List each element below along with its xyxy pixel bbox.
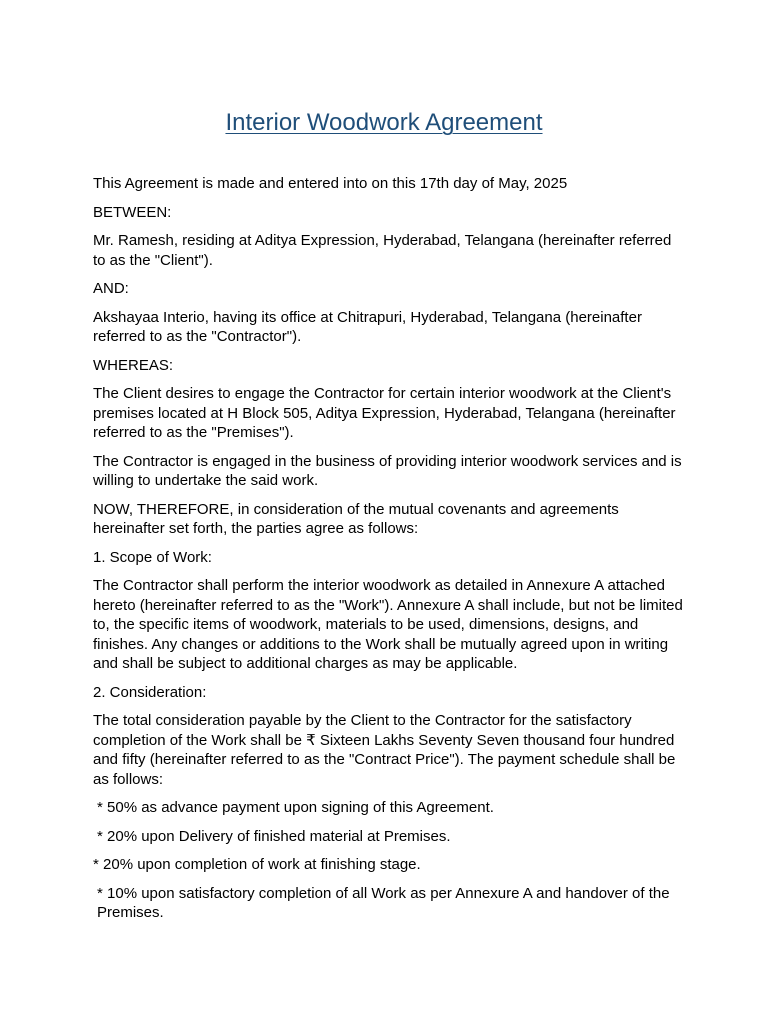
premises-paragraph: The Client desires to engage the Contractor for certain interior woodwork at the Client's premises located at H Block 505, Aditya Expression, Hyderabad, Telangana (hereinafter referred to as the "Premises"). [93,385,676,441]
between-heading: BETWEEN: [93,203,172,221]
whereas-heading: WHEREAS: [93,356,174,374]
payment-item-delivery: * 20% upon Delivery of finished material at Premises. [97,827,451,845]
consideration-paragraph: The total consideration payable by the Client to the Contractor for the satisfactory completion of the Work shall be ₹ Sixteen Lakhs Seventy Seven thousand four hundred and fifty (hereinafter referred to as the "Contract Price"). The payment schedule shall be as follows: [93,712,676,788]
payment-item-finishing: * 20% upon completion of work at finishing stage. [93,856,421,873]
consideration-heading: 2. Consideration: [93,683,207,701]
client-party-paragraph: Mr. Ramesh, residing at Aditya Expression, Hyderabad, Telangana (hereinafter referred to as the "Client"). [93,232,672,269]
payment-item-completion: * 10% upon satisfactory completion of all Work as per Annexure A and handover of the Premises. [97,884,670,921]
document-title: Interior Woodwork Agreement [225,109,543,136]
scope-of-work-heading: 1. Scope of Work: [93,548,212,566]
payment-item-advance: * 50% as advance payment upon signing of this Agreement. [97,799,494,816]
and-heading: AND: [93,280,129,297]
contractor-party-paragraph: Akshayaa Interio, having its office at Chitrapuri, Hyderabad, Telangana (hereinafter referred to as the "Contractor"). [93,308,642,345]
scope-of-work-paragraph: The Contractor shall perform the interior woodwork as detailed in Annexure A attached hereto (hereinafter referred to as the "Work"). Annexure A shall include, but not be limited to, the specific items of woodwork, materials to be used, dimensions, designs, and finishes. Any changes or additions to the Work shall be mutually agreed upon in writing and shall be subject to additional charges as may be applicable. [93,577,683,672]
agreement-date-paragraph: This Agreement is made and entered into on this 17th day of May, 2025 [93,175,568,192]
contractor-business-paragraph: The Contractor is engaged in the business of providing interior woodwork services and is willing to undertake the said work. [93,452,682,489]
document-body [93,174,683,932]
now-therefore-paragraph: NOW, THEREFORE, in consideration of the mutual covenants and agreements hereinafter set forth, the parties agree as follows: [93,500,619,537]
